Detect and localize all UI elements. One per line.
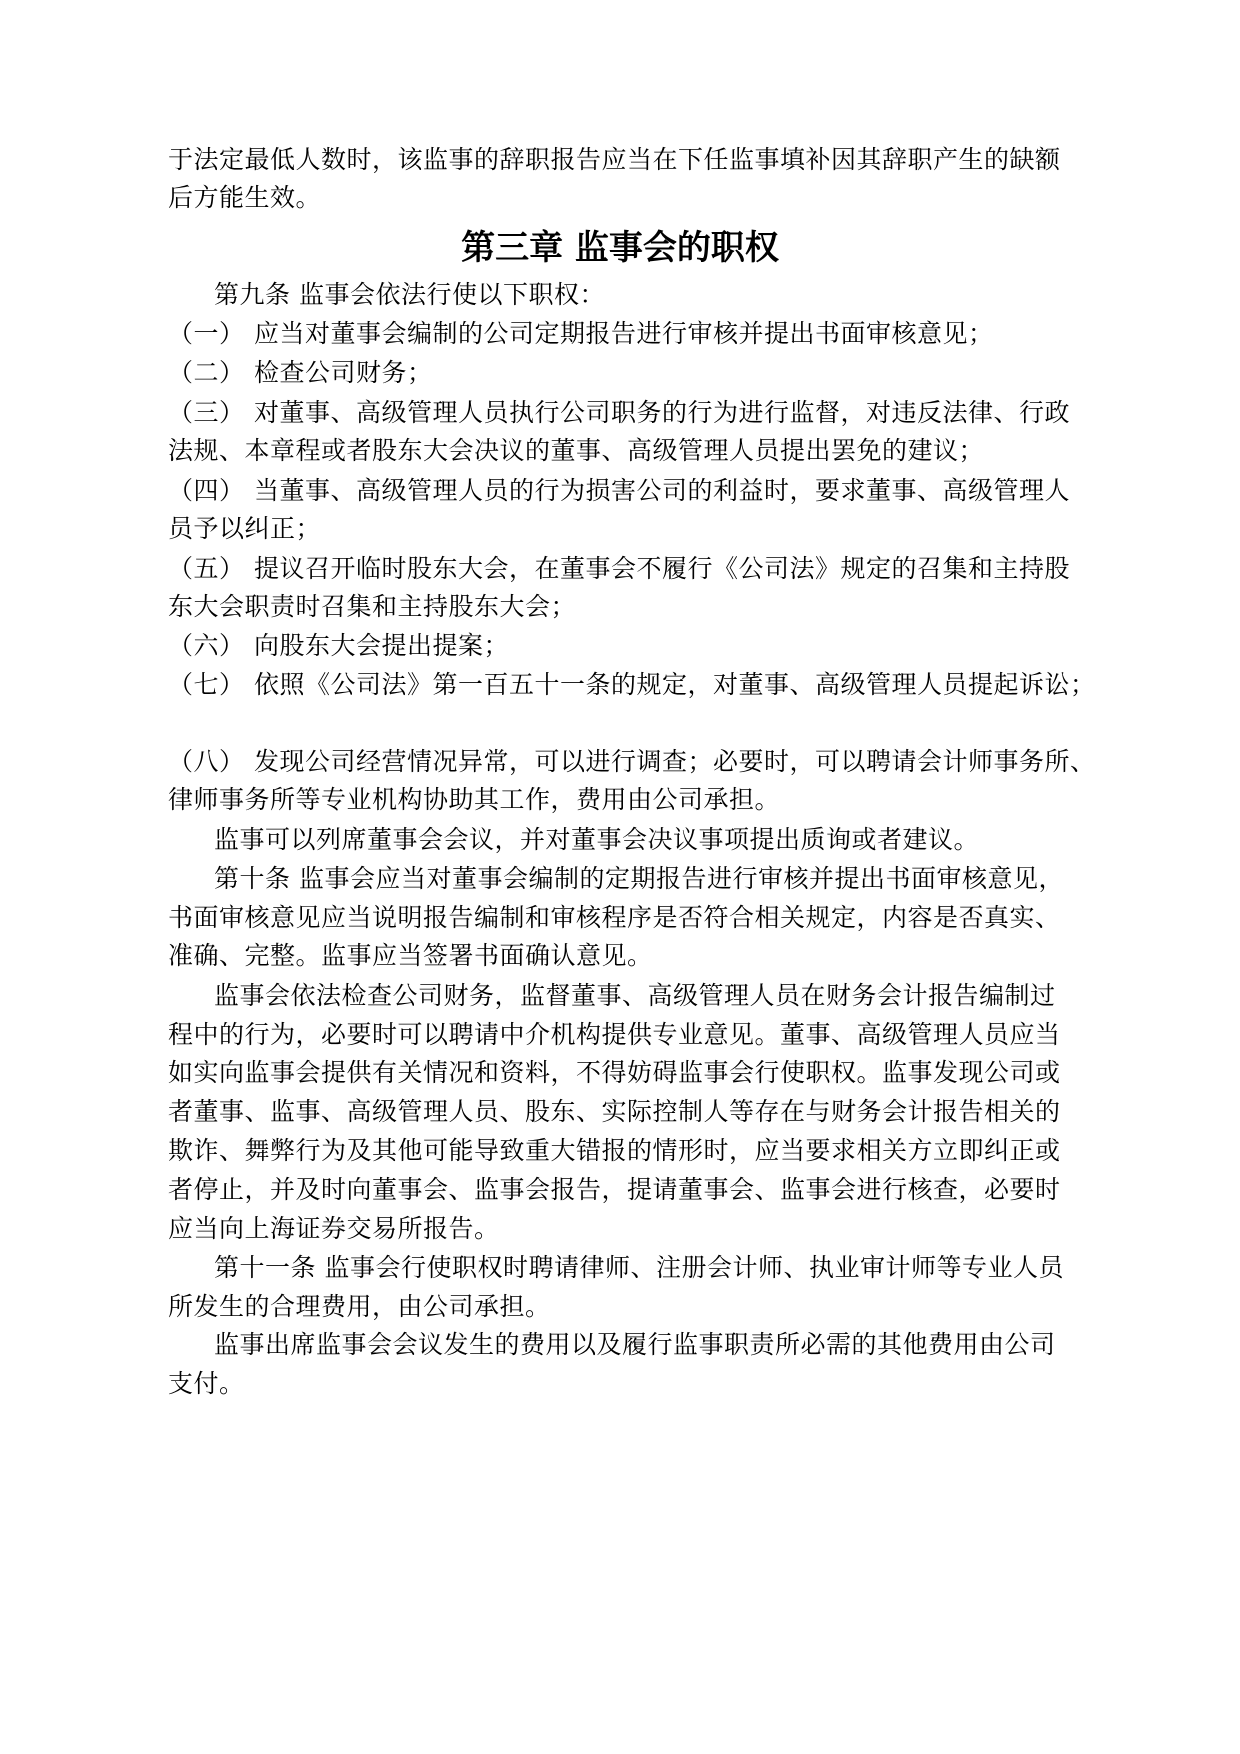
list-item-text: 当董事、高级管理人员的行为损害公司的利益时，要求董事、高级管理人 xyxy=(254,476,1071,505)
article-9-closing: 监事可以列席董事会会议，并对董事会决议事项提出质询或者建议。 xyxy=(214,825,980,854)
list-item-continuation: 员予以纠正； xyxy=(168,514,322,543)
article-10-line: 监事会依法检查公司财务，监督董事、高级管理人员在财务会计报告编制过 xyxy=(214,981,1056,1010)
list-item xyxy=(168,747,1096,777)
article-10-line: 如实向监事会提供有关情况和资料，不得妨碍监事会行使职权。监事发现公司或 xyxy=(168,1058,1061,1087)
list-item-label: （四） xyxy=(168,476,245,505)
article-10-line: 应当向上海证券交易所报告。 xyxy=(168,1214,500,1243)
article-11-line: 所发生的合理费用，由公司承担。 xyxy=(168,1292,551,1321)
list-item-continuation: 法规、本章程或者股东大会决议的董事、高级管理人员提出罢免的建议； xyxy=(168,436,985,465)
article-10-line: 书面审核意见应当说明报告编制和审核程序是否符合相关规定，内容是否真实、 xyxy=(168,903,1061,932)
list-item-text: 检查公司财务； xyxy=(254,358,433,387)
article-11-line: 监事出席监事会会议发生的费用以及履行监事职责所必需的其他费用由公司 xyxy=(214,1330,1056,1359)
list-item-continuation: 律师事务所等专业机构协助其工作，费用由公司承担。 xyxy=(168,785,781,814)
list-item-label: （五） xyxy=(168,554,245,583)
intro-line-1: 于法定最低人数时，该监事的辞职报告应当在下任监事填补因其辞职产生的缺额 xyxy=(168,145,1061,174)
list-item-text: 提议召开临时股东大会，在董事会不履行《公司法》规定的召集和主持股 xyxy=(254,554,1071,583)
article-10-line: 者停止，并及时向董事会、监事会报告，提请董事会、监事会进行核查，必要时 xyxy=(168,1175,1061,1204)
list-item-label: （七） xyxy=(168,670,245,699)
chapter-title: 第三章 监事会的职权 xyxy=(461,228,779,268)
list-item-label: （三） xyxy=(168,398,245,427)
article-11-line: 支付。 xyxy=(168,1369,245,1398)
article-9-lead: 第九条 监事会依法行使以下职权： xyxy=(214,280,605,309)
article-11-line: 第十一条 监事会行使职权时聘请律师、注册会计师、执业审计师等专业人员 xyxy=(214,1253,1064,1282)
list-item-continuation: 东大会职责时召集和主持股东大会； xyxy=(168,592,577,621)
list-item xyxy=(168,476,1070,506)
list-item xyxy=(168,319,994,349)
list-item-text: 对董事、高级管理人员执行公司职务的行为进行监督，对违反法律、行政 xyxy=(254,398,1071,427)
list-item-label: （六） xyxy=(168,631,245,660)
article-10-line: 程中的行为，必要时可以聘请中介机构提供专业意见。董事、高级管理人员应当 xyxy=(168,1020,1061,1049)
list-item xyxy=(168,670,1096,700)
list-item xyxy=(168,554,1070,584)
intro-line-2: 后方能生效。 xyxy=(168,183,322,212)
list-item-label: （二） xyxy=(168,358,245,387)
list-item xyxy=(168,398,1070,428)
article-10-line: 欺诈、舞弊行为及其他可能导致重大错报的情形时，应当要求相关方立即纠正或 xyxy=(168,1136,1061,1165)
list-item-label: （八） xyxy=(168,747,245,776)
list-item-text: 依照《公司法》第一百五十一条的规定，对董事、高级管理人员提起诉讼； xyxy=(254,670,1096,699)
article-10-line: 者董事、监事、高级管理人员、股东、实际控制人等存在与财务会计报告相关的 xyxy=(168,1097,1061,1126)
article-10-line: 第十条 监事会应当对董事会编制的定期报告进行审核并提出书面审核意见， xyxy=(214,864,1064,893)
list-item-text: 向股东大会提出提案； xyxy=(254,631,510,660)
list-item xyxy=(168,358,433,388)
article-10-line: 准确、完整。监事应当签署书面确认意见。 xyxy=(168,941,653,970)
list-item-text: 发现公司经营情况异常，可以进行调查；必要时，可以聘请会计师事务所、 xyxy=(254,747,1096,776)
list-item-text: 应当对董事会编制的公司定期报告进行审核并提出书面审核意见； xyxy=(254,319,994,348)
list-item xyxy=(168,631,509,661)
list-item-label: （一） xyxy=(168,319,245,348)
